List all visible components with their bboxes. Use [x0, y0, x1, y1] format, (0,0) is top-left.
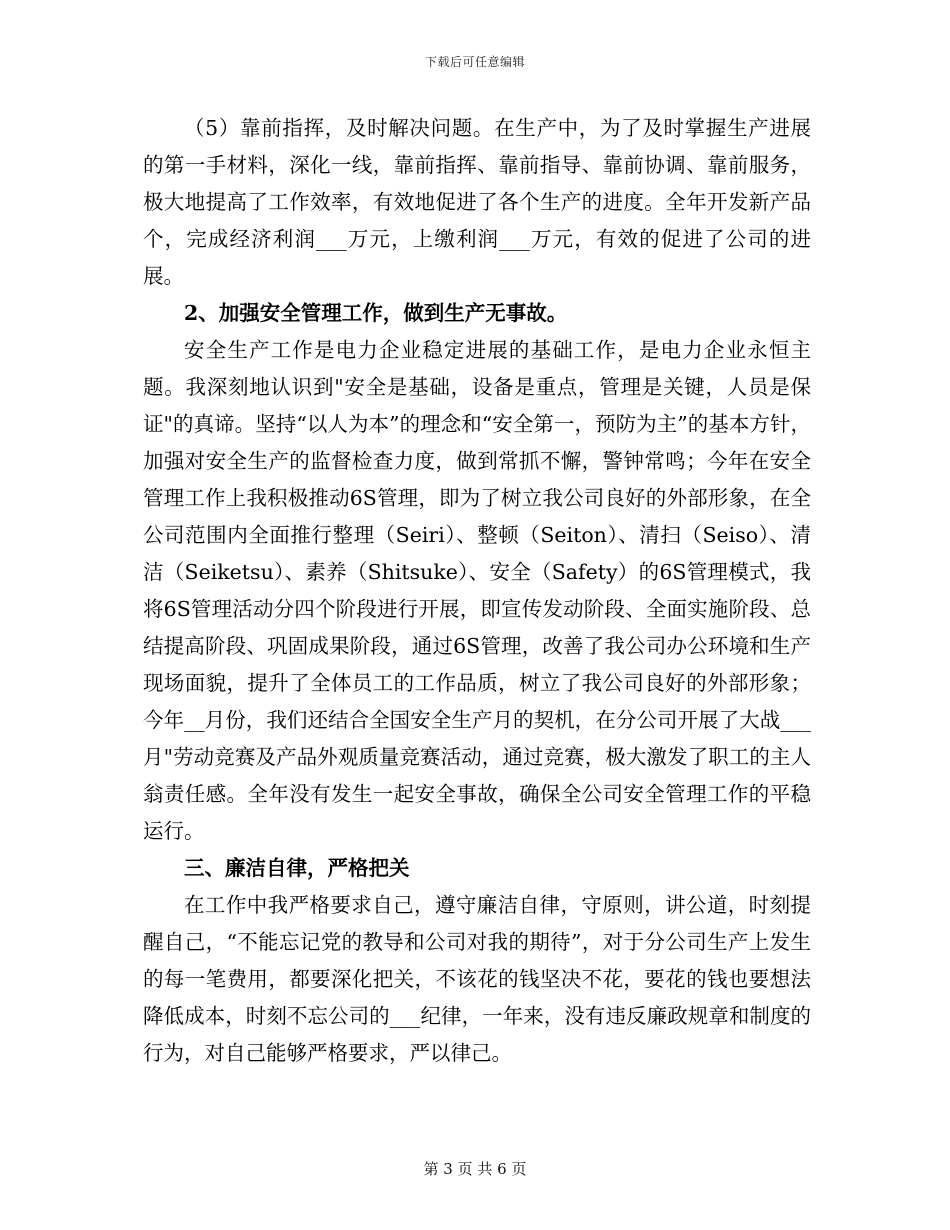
- paragraph-safety: 安全生产工作是电力企业稳定进展的基础工作，是电力企业永恒主题。我深刻地认识到"安全是基础，设备是重点，管理是关键，人员是保证"的真谛。坚持“以人为本”的理念和“安全第一，预防为主”的基本方针，加强对安全生产的监督检查力度，做到常抓不懈，警钟常鸣；今年在安全管理工作上我积极推动6S管理，即为了树立我公司良好的外部形象，在全公司范围内全面推行整理（Seiri）、整顿（Seiton）、清扫（Seiso）、清洁（Seiketsu）、素养（Shitsuke）、安全（Safety）的6S管理模式，我将6S管理活动分四个阶段进行开展，即宣传发动阶段、全面实施阶段、总结提高阶段、巩固成果阶段，通过6S管理，改善了我公司办公环境和生产现场面貌，提升了全体员工的工作品质，树立了我公司良好的外部形象；今年__月份，我们还结合全国安全生产月的契机，在分公司开展了大战___月"劳动竞赛及产品外观质量竞赛活动，通过竞赛，极大激发了职工的主人翁责任感。全年没有发生一起安全事故，确保全公司安全管理工作的平稳运行。: [143, 338, 811, 843]
- document-body: [143, 110, 811, 1072]
- page-header: 下载后可任意编辑: [424, 55, 525, 69]
- section-heading-integrity: 三、廉洁自律，严格把关: [184, 856, 410, 880]
- section-heading-safety: 2、加强安全管理工作，做到生产无事故。: [184, 301, 568, 325]
- paragraph-lead-by-front: （5）靠前指挥，及时解决问题。在生产中，为了及时掌握生产进展的第一手材料，深化一线，靠前指挥、靠前指导、靠前协调、靠前服务，极大地提高了工作效率，有效地促进了各个生产的进度。全年开发新产品个，完成经济利润___万元，上缴利润___万元，有效的促进了公司的进展。: [143, 116, 811, 288]
- paragraph-integrity: 在工作中我严格要求自己，遵守廉洁自律，守原则，讲公道，时刻提醒自己，“不能忘记党的教导和公司对我的期待”，对于分公司生产上发生的每一笔费用，都要深化把关，不该花的钱坚决不花，要花的钱也要想法降低成本，时刻不忘公司的___纪律，一年来，没有违反廉政规章和制度的行为，对自己能够严格要求，严以律己。: [143, 893, 811, 1065]
- page-footer: 第 3 页 共 6 页: [423, 1160, 527, 1178]
